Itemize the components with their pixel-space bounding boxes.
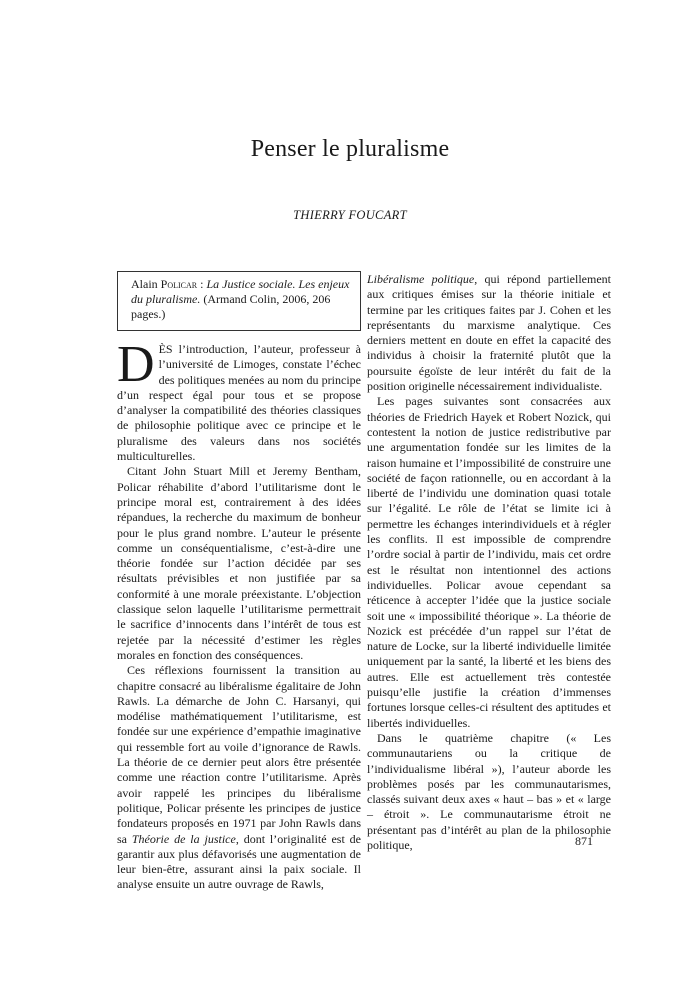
cited-work-title: Théorie de la justice [131, 831, 236, 846]
left-column [117, 271, 361, 893]
paragraph-3-text-a: Ces réflexions fournissent la transition au chapitre consacré au libéralisme égalitaire de John Rawls. La démarche de John C. Harsanyi, qui modélise mathématiquement l’utilitarisme, est fondée sur une expérience d’empathie imaginative qui ressemble fort au voile d’ignorance de Rawls. La théorie de ce dernier peut alors être présentée comme une réaction contre l’utilitarisme. Après avoir rappelé les principes du libéralisme politique, Policar présente les principes de justice fondateurs proposés en 1971 par John Rawls dans sa [117, 663, 361, 846]
paragraph-4: Les pages suivantes sont consacrées aux théories de Friedrich Hayek et Robert Nozick, qui contestent la notion de justice redistributive par une argumentation fondée sur les limites de la raison humaine et l’impossibilité de construire une société de façon rationnelle, ou en accordant à la liberté de l’individu une domination quasi totale sur l’égalité. Le rôle de l’état se limite ici à permettre les échanges interindividuels et à régler les conflits. Il est impossible de comprendre l’ordre social à partir de l’individu, mais cet ordre est le résultat non intentionnel des actions individuelles. Policar avoue cependant sa réticence à accepter l’idée que la justice sociale soit une « impossibilité théorique ». La théorie de Nozick est précédée d’un rappel sur l’état de nature de Locke, sur la liberté individuelle limitée uniquement par la santé, la liberté et les biens des autres. Elle est actuellement très contestée puisqu’elle justifie la création d’immenses fortunes lorsque celles-ci résultent des aptitudes et libertés individuelles. [367, 394, 611, 730]
ref-author-last: Policar [160, 277, 198, 291]
drop-cap-rest: ÈS [158, 342, 173, 356]
paragraph-1-text: l’introduction, l’auteur, professeur à l’université de Limoges, constate l’échec des politiques menées au nom du principe d’un respect égal pour tous et se propose d’analyser la compatibilité des théories classiques de philosophie politique avec ce principe et le pluralisme des valeurs dans nos sociétés multiculturelles. [117, 342, 361, 464]
ref-book-title: La Justice sociale. Les enjeux du pluralisme. [131, 277, 350, 306]
page-number: 871 [575, 834, 593, 848]
paragraph-3 [117, 663, 361, 892]
book-reference [117, 271, 361, 331]
paragraph-3-text-b: , dont l’originalité est de garantir aux plus défavorisés une augmentation de leur bien-être, assurant ainsi la paix sociale. Il analyse ensuite un autre ouvrage de Rawls, [117, 831, 361, 892]
paragraph-3-text-c: , qui répond partiellement aux critiques émises sur la théorie initiale et termine par les critiques faites par J. Cohen et les représentants du marxisme analytique. Ces derniers mettent en doute en effet la capacité des individus à choisir la fraternité plutôt que la poursuite égoïste de leur intérêt du fait de la position originelle nécessairement individualiste. [367, 272, 611, 394]
paragraph-5: Dans le quatrième chapitre (« Les communautariens ou la critique de l’individualisme libéral »), l’auteur aborde les problèmes posés par les communautarismes, classés suivant deux axes « haut – bas » et « large – étroit ». Le communautarisme étroit ne présentant pas d’intérêt au plan de la philosophie politique, [367, 730, 611, 852]
ref-separator: : [197, 277, 207, 291]
drop-cap: D [117, 336, 155, 393]
ref-details: (Armand Colin, 2006, 206 pages.) [131, 292, 331, 321]
right-column [367, 272, 611, 853]
article-author: THIERRY FOUCART [293, 208, 407, 222]
article-title: Penser le pluralisme [250, 136, 450, 162]
paragraph-1 [117, 336, 361, 464]
paragraph-3-continued [367, 272, 611, 394]
ref-author-first: Alain [131, 277, 161, 291]
cited-work-title-2: Libéralisme politique [367, 272, 475, 286]
paragraph-2: Citant John Stuart Mill et Jeremy Bentham, Policar réhabilite d’abord l’utilitarisme dont le principe moral est, contrairement à des idées répandues, la recherche du maximum de bonheur pour le plus grand nombre. L’auteur le présente comme un conséquentialisme, c’est-à-dire une théorie fondée sur l’action décidée par ses résultats prévisibles et non justifiée par sa conformité à une morale préexistante. L’objection classique selon laquelle l’utilitarisme permettrait le sacrifice d’innocents dans l’intérêt de tous est rejetée par la nécessité d’estimer les règles morales en fonction des conséquences. [117, 464, 361, 662]
